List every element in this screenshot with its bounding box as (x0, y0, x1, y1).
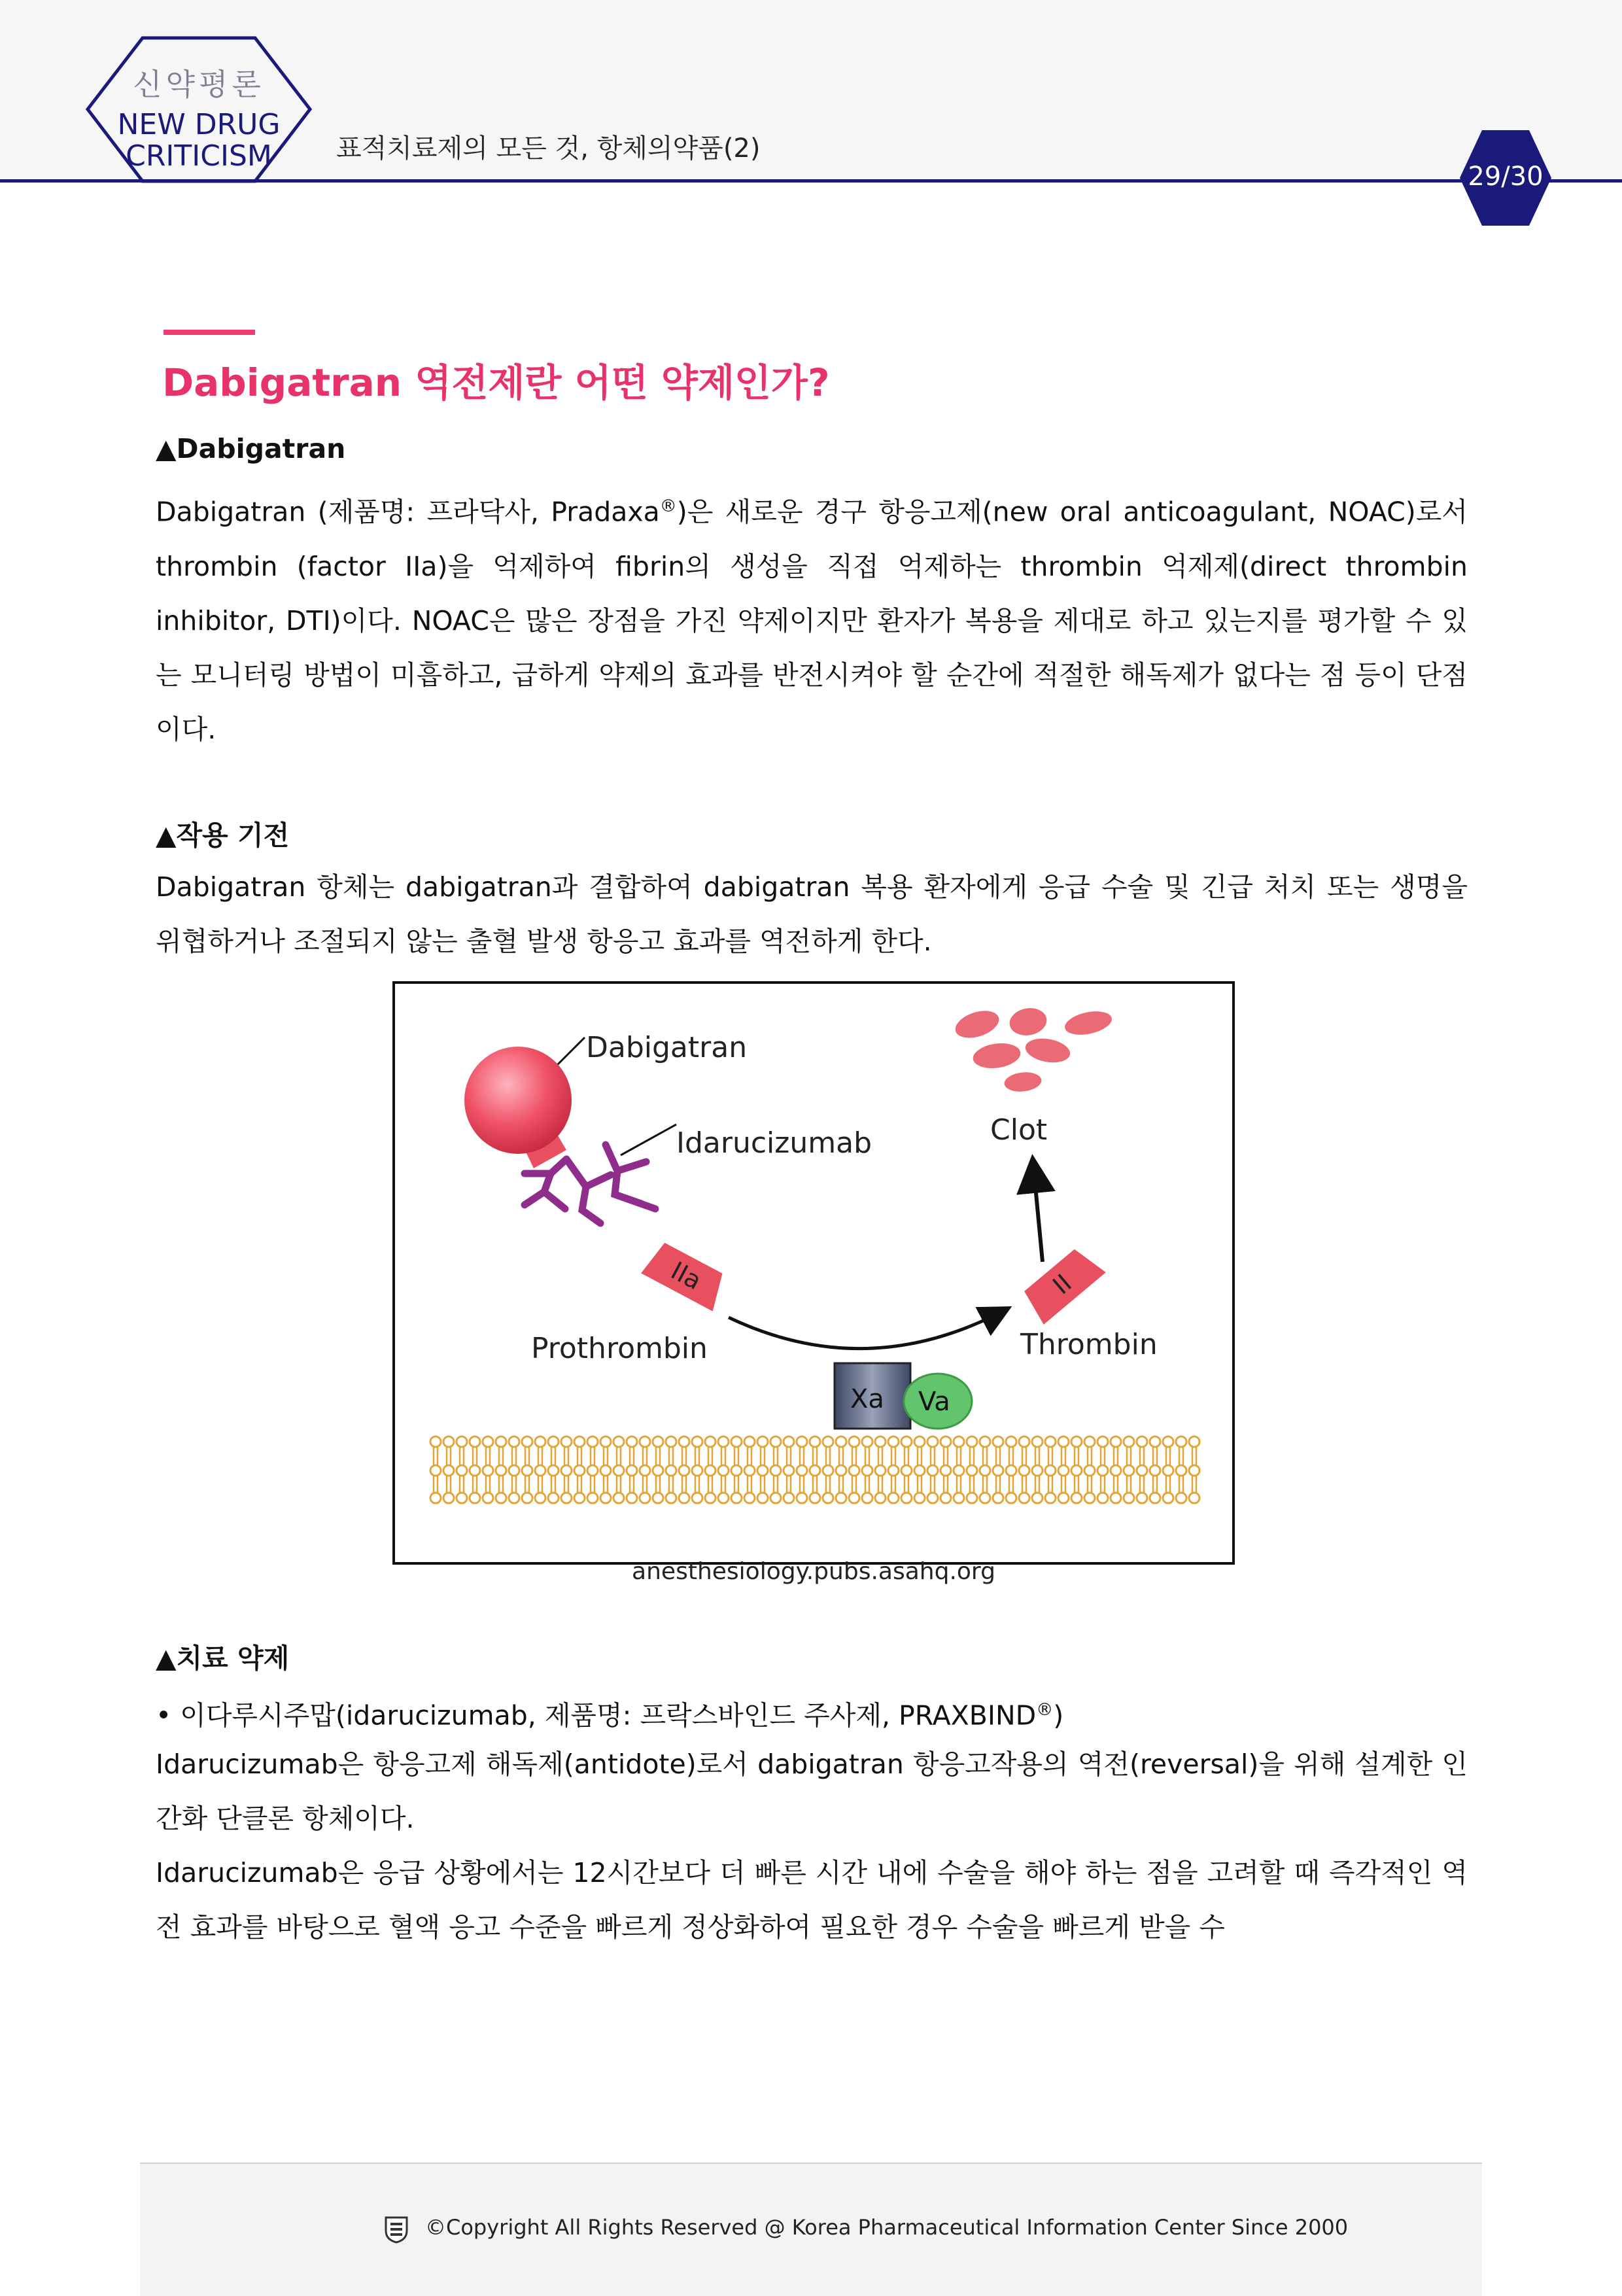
lipid-head (927, 1436, 938, 1447)
lipid-head (692, 1493, 702, 1503)
lipid-head (561, 1436, 572, 1447)
lipid-head (1137, 1436, 1147, 1447)
lipid-head (1019, 1493, 1029, 1503)
lipid-head (574, 1465, 585, 1476)
lipid-head (548, 1436, 559, 1447)
lipid-head (731, 1465, 742, 1476)
lipid-head (901, 1436, 912, 1447)
section-accent-bar (164, 330, 255, 335)
lipid-head (993, 1465, 1003, 1476)
dabigatran-line1-a: Dabigatran (제품명: 프라닥사, Pradaxa (156, 496, 660, 528)
lipid-head (600, 1465, 611, 1476)
lipid-head (954, 1465, 964, 1476)
lipid-head (967, 1436, 977, 1447)
lipid-head (509, 1436, 519, 1447)
heading-dabigatran: ▲Dabigatran (156, 433, 346, 464)
lipid-head (1084, 1465, 1095, 1476)
lipid-head (1006, 1465, 1016, 1476)
lipid-head (954, 1436, 964, 1447)
lipid-head (784, 1436, 794, 1447)
lipid-head (535, 1436, 545, 1447)
label-prothrombin: Prothrombin (531, 1332, 708, 1365)
lipid-head (653, 1465, 663, 1476)
lipid-head (574, 1493, 585, 1503)
label-clot: Clot (990, 1113, 1048, 1147)
lipid-head (770, 1436, 781, 1447)
lipid-head (1124, 1436, 1134, 1447)
lipid-head (666, 1493, 676, 1503)
lipid-head (640, 1465, 650, 1476)
thrombin-molecule (1020, 1244, 1106, 1325)
lipid-head (666, 1436, 676, 1447)
heading-mechanism: ▲작용 기전 (156, 820, 290, 851)
lipid-head (535, 1465, 545, 1476)
conversion-arrow (729, 1311, 1003, 1349)
treatment-paragraph-2: Idarucizumab은 응급 상황에서는 12시간보다 더 빠른 시간 내에 수술을 해야 하는 점을 고려할 때 즉각적인 역전 효과를 바탕으로 혈액 응고 수준을 빠르게 정상화하여 필요한 경우 수술을 빠르게 받을 수 (156, 1857, 1468, 1943)
lipid-head (430, 1493, 441, 1503)
lipid-head (797, 1493, 807, 1503)
lipid-head (967, 1465, 977, 1476)
lipid-head (744, 1493, 755, 1503)
lipid-head (1045, 1436, 1056, 1447)
lipid-head (574, 1436, 585, 1447)
mechanism-figure (392, 981, 1235, 1565)
lipid-head (1019, 1436, 1029, 1447)
thrombin-to-clot-arrow (1033, 1166, 1043, 1262)
label-xa: Xa (850, 1384, 884, 1414)
lipid-head (1006, 1493, 1016, 1503)
clot-cells (951, 1004, 1115, 1094)
mechanism-paragraph: Dabigatran 항체는 dabigatran과 결합하여 dabigatran 복용 환자에게 응급 수술 및 긴급 처치 또는 생명을 위협하거나 조절되지 않는 출혈 발생 항응고 효과를 역전하게 한다. (156, 871, 1468, 957)
lipid-head (993, 1436, 1003, 1447)
heading-treatment: ▲치료 약제 (156, 1643, 290, 1674)
lipid-head (692, 1465, 702, 1476)
lipid-head (1176, 1465, 1186, 1476)
lipid-head (849, 1465, 859, 1476)
lipid-head (1150, 1436, 1160, 1447)
lipid-head (1032, 1493, 1043, 1503)
lipid-head (810, 1493, 820, 1503)
lipid-head (797, 1436, 807, 1447)
lipid-head (679, 1493, 689, 1503)
logo-english-line2: CRITICISM (126, 139, 272, 173)
treatment-paragraph-1: Idarucizumab은 항응고제 해독제(antidote)로서 dabigatran 항응고작용의 역전(reversal)을 위해 설계한 인간화 단클론 항체이다. (156, 1748, 1468, 1834)
footer-copyright: ©Copyright All Rights Reserved @ Korea Pharmaceutical Information Center Since 2000 (425, 2215, 1349, 2240)
lipid-head (993, 1493, 1003, 1503)
lipid-head (548, 1465, 559, 1476)
lipid-head (823, 1493, 833, 1503)
lipid-head (836, 1493, 846, 1503)
lipid-head (443, 1436, 454, 1447)
lipid-head (443, 1493, 454, 1503)
lipid-head (980, 1436, 990, 1447)
lipid-head (1019, 1465, 1029, 1476)
lipid-head (1045, 1465, 1056, 1476)
treatment-bullet (156, 1683, 1468, 1743)
lipid-head (457, 1465, 467, 1476)
lipid-head (1150, 1465, 1160, 1476)
lipid-head (875, 1436, 886, 1447)
lipid-head (627, 1436, 637, 1447)
lipid-head (692, 1436, 702, 1447)
label-va: Va (918, 1387, 950, 1417)
lipid-head (1150, 1493, 1160, 1503)
dabigatran-molecule (464, 1047, 572, 1154)
lipid-head (718, 1493, 729, 1503)
lipid-head (1058, 1465, 1069, 1476)
lipid-head (600, 1436, 611, 1447)
lipid-head (1176, 1493, 1186, 1503)
lipid-head (784, 1493, 794, 1503)
lipid-head (784, 1465, 794, 1476)
lipid-head (862, 1465, 872, 1476)
lipid-head (914, 1436, 925, 1447)
lipid-head (718, 1436, 729, 1447)
lipid-head (888, 1436, 899, 1447)
lipid-head (613, 1493, 624, 1503)
lipid-head (496, 1493, 506, 1503)
header-title: 표적치료제의 모든 것, 항체의약품(2) (336, 133, 761, 164)
lipid-head (705, 1436, 716, 1447)
lipid-head (587, 1465, 598, 1476)
lipid-head (718, 1465, 729, 1476)
lipid-head (640, 1493, 650, 1503)
label-ii: II (1047, 1268, 1077, 1300)
page-number: 29/30 (1468, 162, 1544, 192)
lipid-head (1071, 1493, 1082, 1503)
registered-mark-praxbind: ® (1036, 1700, 1054, 1720)
lipid-head (522, 1465, 532, 1476)
dabigatran-paragraph (156, 479, 1468, 757)
lipid-head (1189, 1465, 1199, 1476)
lipid-head (888, 1465, 899, 1476)
lipid-head (797, 1465, 807, 1476)
prothrombin-molecule (641, 1240, 731, 1311)
lipid-head (1097, 1493, 1108, 1503)
lipid-head (522, 1436, 532, 1447)
lipid-head (849, 1436, 859, 1447)
lipid-head (1189, 1436, 1199, 1447)
lipid-head (1137, 1465, 1147, 1476)
lipid-head (810, 1465, 820, 1476)
lipid-head (862, 1493, 872, 1503)
lipid-head (901, 1465, 912, 1476)
lipid-head (1084, 1436, 1095, 1447)
mechanism-diagram (395, 984, 1232, 1562)
phospholipid-membrane (430, 1436, 1199, 1503)
lipid-head (770, 1493, 781, 1503)
treatment-bullet-b: ) (1053, 1699, 1064, 1731)
lipid-head (757, 1436, 768, 1447)
lipid-head (1111, 1465, 1121, 1476)
lipid-head (967, 1493, 977, 1503)
lipid-head (849, 1493, 859, 1503)
lipid-head (470, 1493, 480, 1503)
lipid-head (483, 1436, 493, 1447)
lipid-head (1058, 1493, 1069, 1503)
lipid-head (744, 1436, 755, 1447)
lipid-head (509, 1465, 519, 1476)
lipid-head (653, 1436, 663, 1447)
logo-english-line1: NEW DRUG (117, 108, 281, 141)
dabigatran-line1-b: )은 새로운 경구 항응고제(new oral anticoagulant, NOAC)로서 (676, 496, 1468, 528)
lipid-head (1163, 1493, 1173, 1503)
lipid-head (548, 1493, 559, 1503)
lipid-head (1111, 1436, 1121, 1447)
lipid-head (666, 1465, 676, 1476)
lipid-head (483, 1465, 493, 1476)
lipid-head (744, 1465, 755, 1476)
lipid-head (888, 1493, 899, 1503)
lipid-head (430, 1465, 441, 1476)
lipid-head (561, 1493, 572, 1503)
lipid-head (1124, 1465, 1134, 1476)
lipid-head (914, 1465, 925, 1476)
lipid-head (836, 1436, 846, 1447)
lipid-head (522, 1493, 532, 1503)
idarucizumab-pointer-line (621, 1124, 676, 1155)
treatment-bullet-a: • 이다루시주맙(idarucizumab, 제품명: 프락스바인드 주사제, PRAXBIND (156, 1699, 1037, 1731)
lipid-head (731, 1436, 742, 1447)
lipid-head (600, 1493, 611, 1503)
lipid-head (640, 1436, 650, 1447)
lipid-head (836, 1465, 846, 1476)
lipid-head (1032, 1465, 1043, 1476)
lipid-head (1137, 1493, 1147, 1503)
lipid-head (1163, 1465, 1173, 1476)
lipid-head (1189, 1493, 1199, 1503)
lipid-head (535, 1493, 545, 1503)
lipid-head (810, 1436, 820, 1447)
lipid-head (980, 1465, 990, 1476)
logo-korean-text: 신약평론 (133, 67, 265, 102)
lipid-head (705, 1493, 716, 1503)
lipid-head (875, 1493, 886, 1503)
lipid-head (1097, 1465, 1108, 1476)
lipid-head (757, 1465, 768, 1476)
lipid-head (914, 1493, 925, 1503)
lipid-head (901, 1493, 912, 1503)
lipid-head (823, 1436, 833, 1447)
lipid-head (679, 1436, 689, 1447)
lipid-head (457, 1493, 467, 1503)
figure-caption: anesthesiology.pubs.asahq.org (632, 1558, 995, 1585)
lipid-head (770, 1465, 781, 1476)
lipid-head (679, 1465, 689, 1476)
lipid-head (1124, 1493, 1134, 1503)
dabigatran-body: thrombin (factor IIa)을 억제하여 fibrin의 생성을 직접 억제하는 thrombin 억제제(direct thrombin inhibitor, DTI)이다. NOAC은 많은 장점을 가진 약제이지만 환자가 복용을 제대로 하고 있는지를 평가할 수 있는 모니터링 방법이 미흡하고, 급하게 약제의 효과를 반전시켜야 할 순간에 적절한 해독제가 없다는 점 등이 단점이다. (156, 550, 1468, 745)
lipid-head (1006, 1436, 1016, 1447)
lipid-head (470, 1465, 480, 1476)
label-thrombin: Thrombin (1020, 1328, 1158, 1361)
label-idarucizumab: Idarucizumab (676, 1126, 872, 1160)
lipid-head (940, 1465, 951, 1476)
lipid-head (940, 1436, 951, 1447)
lipid-head (1163, 1436, 1173, 1447)
lipid-head (954, 1493, 964, 1503)
lipid-head (1084, 1493, 1095, 1503)
kpic-shield-icon (383, 2215, 409, 2244)
lipid-head (627, 1465, 637, 1476)
lipid-head (613, 1465, 624, 1476)
lipid-head (1071, 1436, 1082, 1447)
lipid-head (731, 1493, 742, 1503)
registered-mark: ® (659, 496, 677, 516)
lipid-head (1032, 1436, 1043, 1447)
lipid-head (653, 1493, 663, 1503)
lipid-head (705, 1465, 716, 1476)
lipid-head (457, 1436, 467, 1447)
lipid-head (443, 1465, 454, 1476)
lipid-head (927, 1465, 938, 1476)
lipid-head (613, 1436, 624, 1447)
label-iia: IIa (666, 1256, 706, 1296)
lipid-head (587, 1436, 598, 1447)
label-dabigatran: Dabigatran (586, 1031, 748, 1064)
section-title: Dabigatran 역전제란 어떤 약제인가? (162, 360, 830, 405)
lipid-head (1176, 1436, 1186, 1447)
lipid-head (1097, 1436, 1108, 1447)
lipid-head (1111, 1493, 1121, 1503)
lipid-head (483, 1493, 493, 1503)
lipid-head (875, 1465, 886, 1476)
lipid-head (940, 1493, 951, 1503)
lipid-head (496, 1465, 506, 1476)
lipid-head (496, 1436, 506, 1447)
lipid-head (509, 1493, 519, 1503)
logo (84, 36, 314, 183)
lipid-head (1071, 1465, 1082, 1476)
lipid-head (470, 1436, 480, 1447)
lipid-head (1045, 1493, 1056, 1503)
lipid-head (980, 1493, 990, 1503)
lipid-head (587, 1493, 598, 1503)
lipid-head (862, 1436, 872, 1447)
page-number-badge (1458, 129, 1553, 227)
lipid-head (757, 1493, 768, 1503)
lipid-head (1058, 1436, 1069, 1447)
lipid-head (430, 1436, 441, 1447)
lipid-head (627, 1493, 637, 1503)
lipid-head (823, 1465, 833, 1476)
lipid-head (927, 1493, 938, 1503)
lipid-head (561, 1465, 572, 1476)
